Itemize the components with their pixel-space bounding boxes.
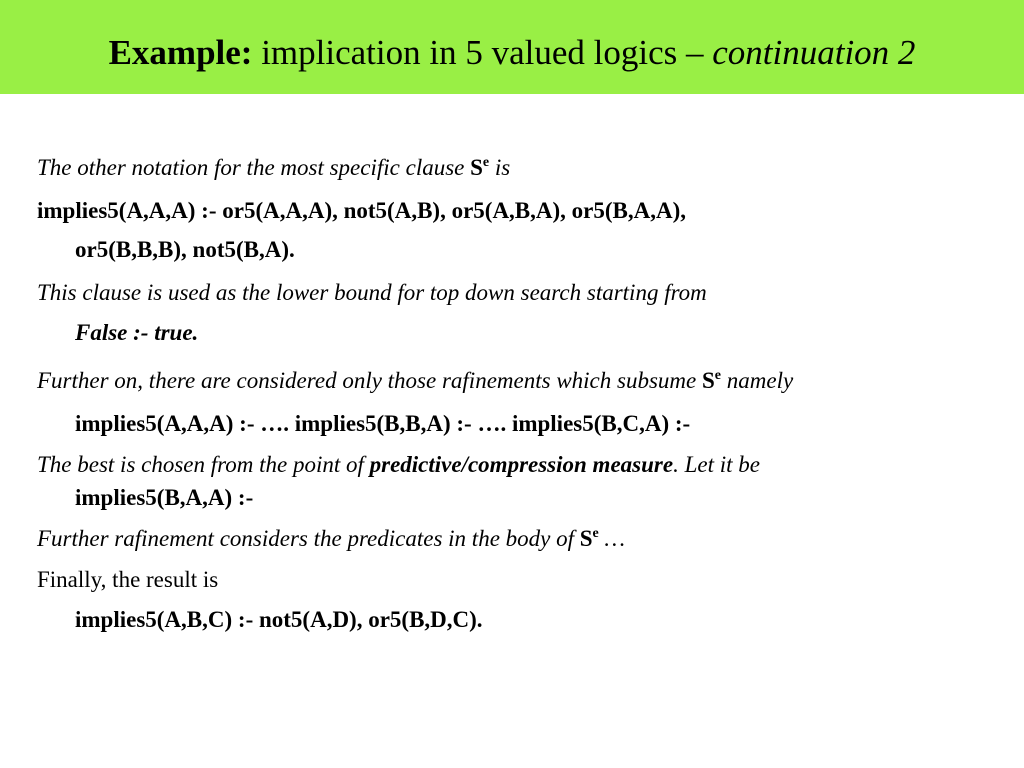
line-further-rafinement-text: Further rafinement considers the predicates in the body of <box>37 526 580 551</box>
s-superscript: e <box>482 155 490 170</box>
line-best-chosen-end: . Let it be <box>673 452 760 477</box>
line-best-chosen <box>37 451 760 479</box>
line-further-on <box>37 367 793 395</box>
line-refinements: implies5(A,A,A) :- …. implies5(B,B,A) :- …. implies5(B,C,A) :- <box>75 411 691 436</box>
line-result: implies5(A,B,C) :- not5(A,D), or5(B,D,C). <box>75 607 483 632</box>
line-notation <box>37 154 510 182</box>
s-symbol: S <box>701 368 715 393</box>
measure-emphasis: predictive/compression measure <box>369 452 674 477</box>
line-further-on-end: namely <box>721 368 794 393</box>
clause-line-2: or5(B,B,B), not5(B,A). <box>75 237 295 262</box>
slide-title <box>0 33 1024 73</box>
title-normal: implication in 5 valued logics – <box>252 33 713 72</box>
line-further-rafinement-end: … <box>598 526 625 551</box>
s-superscript: e <box>714 368 721 383</box>
clause-line-1: implies5(A,A,A) :- or5(A,A,A), not5(A,B), or5(A,B,A), or5(B,A,A), <box>37 198 686 223</box>
title-italic: continuation 2 <box>712 33 916 72</box>
line-best-clause: implies5(B,A,A) :- <box>75 485 254 510</box>
line-finally: Finally, the result is <box>37 567 219 592</box>
line-false-true: False :- true. <box>75 320 199 345</box>
line-best-chosen-text: The best is chosen from the point of <box>37 452 370 477</box>
line-lower-bound: This clause is used as the lower bound for top down search starting from <box>37 280 707 305</box>
s-symbol: S <box>579 526 593 551</box>
line-further-rafinement <box>37 525 625 553</box>
line-notation-end: is <box>489 155 511 180</box>
s-symbol: S <box>470 155 483 180</box>
line-notation-text: The other notation for the most specific clause <box>37 155 471 180</box>
s-superscript: e <box>592 526 599 541</box>
title-bold: Example: <box>108 33 253 72</box>
line-further-on-text: Further on, there are considered only those rafinements which subsume <box>37 368 702 393</box>
